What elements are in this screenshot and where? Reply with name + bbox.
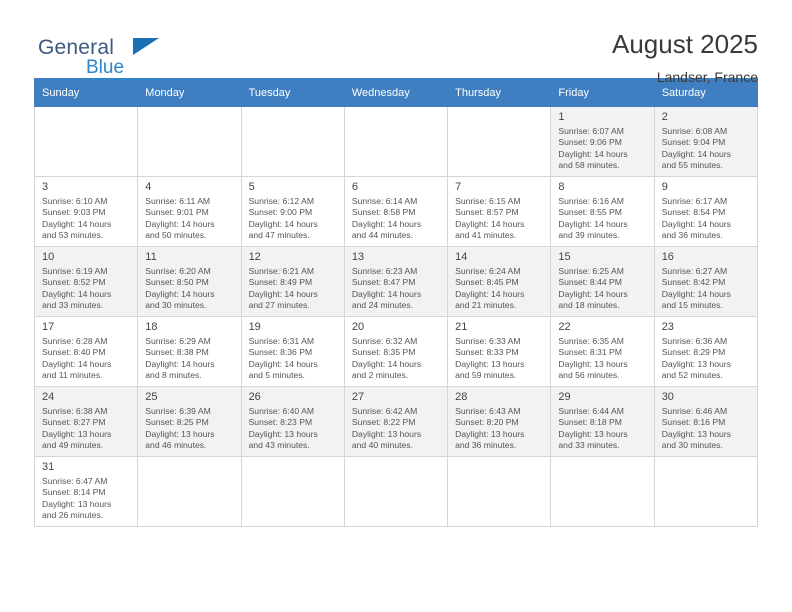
day-info-line: Daylight: 14 hours	[351, 218, 422, 229]
day-info-line: Daylight: 13 hours	[248, 428, 318, 439]
calendar-day-cell[interactable]	[35, 457, 138, 527]
calendar-day-cell[interactable]	[551, 177, 654, 247]
day-info-line: Sunset: 8:58 PM	[351, 207, 416, 218]
calendar-day-cell[interactable]	[35, 177, 138, 247]
day-info-line: Sunset: 9:03 PM	[42, 207, 106, 218]
day-sun-info	[42, 476, 131, 521]
day-info-line: Sunrise: 6:42 AM	[351, 406, 418, 416]
page-title: August 2025	[611, 29, 758, 59]
calendar-day-cell[interactable]	[654, 247, 757, 317]
flag-icon	[133, 38, 159, 55]
calendar-week-row	[35, 247, 758, 317]
day-info-line: Sunset: 8:25 PM	[145, 417, 209, 428]
day-info-line: Sunset: 8:20 PM	[455, 417, 519, 428]
day-info-line: Sunset: 8:31 PM	[558, 347, 622, 358]
day-number: 26	[248, 391, 261, 403]
day-info-line: Sunset: 8:35 PM	[351, 347, 416, 358]
day-info-line: Daylight: 14 hours	[145, 358, 215, 369]
day-info-line: Sunset: 8:47 PM	[351, 277, 416, 288]
day-info-line: Sunrise: 6:29 AM	[145, 336, 211, 346]
day-sun-info	[662, 126, 751, 171]
day-info-line: and 49 minutes.	[42, 439, 104, 450]
day-info-line: Sunset: 8:55 PM	[558, 207, 622, 218]
day-number: 15	[558, 251, 571, 263]
day-info-line: and 40 minutes.	[351, 439, 413, 450]
day-number: 18	[145, 321, 158, 333]
calendar-day-cell[interactable]	[654, 177, 757, 247]
day-info-line: Sunset: 9:00 PM	[248, 207, 313, 218]
calendar-day-cell[interactable]	[551, 247, 654, 317]
day-number: 12	[248, 251, 261, 263]
weekday-header-wednesday: Wednesday	[344, 79, 447, 107]
calendar-empty-cell	[448, 107, 551, 177]
calendar-day-cell[interactable]	[35, 387, 138, 457]
day-sun-info	[662, 196, 751, 241]
day-info-line: Daylight: 13 hours	[42, 428, 112, 439]
day-info-line: Sunset: 8:57 PM	[455, 207, 519, 218]
day-info-line: and 56 minutes.	[558, 369, 620, 380]
day-info-line: Sunrise: 6:24 AM	[455, 266, 521, 276]
day-info-line: Sunrise: 6:20 AM	[145, 266, 211, 276]
calendar-body	[35, 107, 758, 527]
day-sun-info	[558, 406, 647, 451]
day-number: 22	[558, 321, 571, 333]
day-number: 5	[248, 181, 255, 193]
calendar-day-cell[interactable]	[241, 387, 344, 457]
day-info-line: Sunset: 8:36 PM	[248, 347, 313, 358]
calendar-day-cell[interactable]	[551, 387, 654, 457]
day-number: 13	[351, 251, 365, 263]
day-info-line: Daylight: 14 hours	[558, 218, 628, 229]
calendar-empty-cell	[551, 457, 654, 527]
day-number: 10	[42, 251, 55, 263]
day-info-line: Sunrise: 6:07 AM	[558, 126, 624, 136]
day-info-line: Sunrise: 6:21 AM	[248, 266, 315, 276]
day-number: 25	[145, 391, 158, 403]
day-info-line: Sunset: 9:04 PM	[661, 137, 726, 148]
calendar-day-cell[interactable]	[551, 317, 654, 387]
day-number: 29	[558, 391, 571, 403]
day-info-line: Sunset: 8:40 PM	[42, 347, 106, 358]
weekday-header-saturday: Saturday	[654, 79, 757, 107]
logo-text-general: General	[38, 36, 115, 59]
day-sun-info	[145, 336, 234, 381]
day-info-line: Sunset: 9:06 PM	[558, 137, 622, 148]
day-number: 14	[455, 251, 468, 263]
day-sun-info	[455, 336, 544, 381]
calendar-day-cell[interactable]	[138, 247, 241, 317]
day-info-line: Sunset: 8:52 PM	[42, 277, 106, 288]
day-sun-info	[145, 196, 234, 241]
day-info-line: Daylight: 14 hours	[248, 358, 318, 369]
day-sun-info	[558, 336, 647, 381]
day-info-line: and 46 minutes.	[145, 439, 207, 450]
day-info-line: and 5 minutes.	[248, 369, 305, 380]
day-info-line: and 47 minutes.	[248, 229, 310, 240]
day-number: 11	[145, 251, 157, 263]
calendar-day-cell[interactable]	[448, 317, 551, 387]
day-number: 9	[661, 181, 668, 193]
day-sun-info	[249, 266, 338, 311]
day-info-line: Sunrise: 6:33 AM	[455, 336, 521, 346]
weekday-header-monday: Monday	[138, 79, 241, 107]
day-info-line: Sunset: 9:01 PM	[145, 207, 209, 218]
day-info-line: and 58 minutes.	[558, 159, 620, 170]
day-info-line: Sunrise: 6:28 AM	[42, 336, 108, 346]
day-info-line: and 21 minutes.	[455, 299, 517, 310]
day-number: 2	[661, 111, 668, 123]
day-sun-info	[352, 266, 441, 311]
calendar-week-row	[35, 317, 758, 387]
calendar-empty-cell	[654, 457, 757, 527]
calendar-day-cell[interactable]	[654, 317, 757, 387]
day-number: 8	[558, 181, 565, 193]
day-info-line: Sunrise: 6:19 AM	[42, 266, 108, 276]
day-info-line: Sunset: 8:54 PM	[661, 207, 726, 218]
day-info-line: Sunrise: 6:47 AM	[42, 476, 108, 486]
day-info-line: and 55 minutes.	[661, 159, 723, 170]
day-number: 31	[42, 461, 55, 473]
day-info-line: Sunrise: 6:10 AM	[42, 196, 108, 206]
weekday-header-friday: Friday	[551, 79, 654, 107]
day-info-line: Sunset: 8:16 PM	[661, 417, 726, 428]
day-info-line: and 36 minutes.	[455, 439, 517, 450]
day-number: 20	[351, 321, 365, 333]
day-info-line: Sunset: 8:42 PM	[661, 277, 726, 288]
calendar-table	[34, 78, 758, 527]
day-info-line: Daylight: 13 hours	[661, 428, 731, 439]
day-sun-info	[42, 336, 131, 381]
day-number: 3	[42, 181, 49, 193]
day-info-line: Daylight: 14 hours	[248, 288, 318, 299]
day-info-line: Sunrise: 6:25 AM	[558, 266, 624, 276]
day-info-line: and 24 minutes.	[351, 299, 413, 310]
weekday-header-tuesday: Tuesday	[241, 79, 344, 107]
day-number: 23	[661, 321, 674, 333]
day-info-line: Daylight: 13 hours	[661, 358, 731, 369]
logo-underline	[84, 78, 160, 80]
day-info-line: and 50 minutes.	[145, 229, 207, 240]
day-info-line: Daylight: 14 hours	[351, 358, 422, 369]
day-info-line: and 52 minutes.	[661, 369, 723, 380]
day-sun-info	[145, 266, 234, 311]
day-sun-info	[249, 336, 338, 381]
calendar-day-cell[interactable]	[35, 317, 138, 387]
calendar-day-cell[interactable]	[551, 107, 654, 177]
day-number: 17	[42, 321, 55, 333]
calendar-empty-cell	[138, 457, 241, 527]
day-info-line: Daylight: 14 hours	[455, 218, 525, 229]
day-info-line: Sunrise: 6:36 AM	[661, 336, 728, 346]
calendar-empty-cell	[344, 107, 447, 177]
day-number: 7	[455, 181, 462, 193]
day-sun-info	[455, 266, 544, 311]
weekday-header-sunday: Sunday	[35, 79, 138, 107]
day-info-line: Daylight: 14 hours	[455, 288, 525, 299]
day-info-line: Daylight: 14 hours	[351, 288, 422, 299]
day-info-line: Sunrise: 6:11 AM	[145, 196, 211, 206]
day-number: 6	[351, 181, 358, 193]
day-info-line: Sunset: 8:49 PM	[248, 277, 313, 288]
day-sun-info	[42, 406, 131, 451]
day-info-line: Daylight: 14 hours	[558, 148, 628, 159]
day-sun-info	[42, 266, 131, 311]
day-info-line: Sunset: 8:45 PM	[455, 277, 519, 288]
calendar-day-cell[interactable]	[654, 387, 757, 457]
calendar-day-cell[interactable]	[35, 247, 138, 317]
day-number: 1	[558, 111, 565, 123]
day-info-line: Sunset: 8:44 PM	[558, 277, 622, 288]
calendar-empty-cell	[344, 457, 447, 527]
day-sun-info	[558, 126, 647, 171]
day-info-line: and 15 minutes.	[661, 299, 723, 310]
day-info-line: Sunrise: 6:35 AM	[558, 336, 624, 346]
day-info-line: and 44 minutes.	[351, 229, 413, 240]
calendar-day-cell[interactable]	[654, 107, 757, 177]
calendar-day-cell[interactable]	[344, 177, 447, 247]
day-sun-info	[352, 336, 441, 381]
day-info-line: Daylight: 13 hours	[455, 428, 525, 439]
day-number: 24	[42, 391, 55, 403]
day-sun-info	[352, 406, 441, 451]
day-info-line: Daylight: 13 hours	[558, 428, 628, 439]
calendar-empty-cell	[35, 107, 138, 177]
calendar-day-cell[interactable]	[138, 387, 241, 457]
day-number: 27	[351, 391, 365, 403]
calendar-week-row	[35, 177, 758, 247]
day-info-line: Sunrise: 6:27 AM	[661, 266, 728, 276]
calendar-day-cell[interactable]	[241, 247, 344, 317]
day-info-line: Sunrise: 6:44 AM	[558, 406, 624, 416]
day-info-line: Daylight: 14 hours	[145, 218, 215, 229]
day-info-line: and 33 minutes.	[42, 299, 104, 310]
day-info-line: Sunset: 8:38 PM	[145, 347, 209, 358]
day-info-line: Sunset: 8:18 PM	[558, 417, 622, 428]
calendar-empty-cell	[241, 107, 344, 177]
day-info-line: Daylight: 14 hours	[661, 288, 731, 299]
day-info-line: Daylight: 14 hours	[248, 218, 318, 229]
day-info-line: Daylight: 14 hours	[145, 288, 215, 299]
day-info-line: Sunrise: 6:16 AM	[558, 196, 624, 206]
day-info-line: Daylight: 14 hours	[661, 148, 731, 159]
day-info-line: and 30 minutes.	[145, 299, 207, 310]
day-info-line: Daylight: 13 hours	[558, 358, 628, 369]
day-info-line: and 33 minutes.	[558, 439, 620, 450]
day-info-line: and 18 minutes.	[558, 299, 620, 310]
day-sun-info	[662, 266, 751, 311]
day-info-line: Sunset: 8:27 PM	[42, 417, 106, 428]
day-info-line: Daylight: 13 hours	[351, 428, 422, 439]
day-info-line: Sunset: 8:14 PM	[42, 487, 106, 498]
day-info-line: Sunset: 8:50 PM	[145, 277, 209, 288]
day-info-line: Daylight: 14 hours	[661, 218, 731, 229]
day-info-line: Sunset: 8:29 PM	[661, 347, 726, 358]
day-sun-info	[249, 406, 338, 451]
day-number: 30	[661, 391, 674, 403]
calendar-empty-cell	[448, 457, 551, 527]
day-number: 28	[455, 391, 468, 403]
page-subtitle: Landser, France	[656, 69, 758, 85]
day-info-line: Daylight: 13 hours	[455, 358, 525, 369]
day-number: 19	[248, 321, 261, 333]
calendar-day-cell[interactable]	[138, 317, 241, 387]
weekday-header-thursday: Thursday	[448, 79, 551, 107]
day-sun-info	[352, 196, 441, 241]
day-sun-info	[455, 406, 544, 451]
day-sun-info	[662, 406, 751, 451]
calendar-day-cell[interactable]	[241, 317, 344, 387]
calendar-week-row	[35, 457, 758, 527]
day-info-line: Sunset: 8:23 PM	[248, 417, 313, 428]
day-info-line: Sunrise: 6:39 AM	[145, 406, 211, 416]
page-header	[34, 0, 758, 85]
day-info-line: Sunrise: 6:32 AM	[351, 336, 418, 346]
day-info-line: Sunrise: 6:17 AM	[661, 196, 728, 206]
day-info-line: Sunrise: 6:46 AM	[661, 406, 728, 416]
day-info-line: and 2 minutes.	[351, 369, 409, 380]
day-info-line: Daylight: 13 hours	[42, 498, 112, 509]
day-info-line: Sunrise: 6:15 AM	[455, 196, 521, 206]
day-info-line: and 11 minutes.	[42, 369, 103, 380]
calendar-week-row	[35, 107, 758, 177]
day-sun-info	[558, 196, 647, 241]
day-info-line: Daylight: 14 hours	[42, 288, 112, 299]
calendar-day-cell[interactable]	[344, 317, 447, 387]
day-info-line: Daylight: 14 hours	[42, 218, 112, 229]
day-sun-info	[558, 266, 647, 311]
day-sun-info	[249, 196, 338, 241]
day-info-line: and 8 minutes.	[145, 369, 202, 380]
day-info-line: and 53 minutes.	[42, 229, 104, 240]
calendar-day-cell[interactable]	[241, 177, 344, 247]
day-info-line: Daylight: 14 hours	[558, 288, 628, 299]
day-info-line: and 59 minutes.	[455, 369, 517, 380]
calendar-day-cell[interactable]	[138, 177, 241, 247]
day-number: 21	[455, 321, 468, 333]
day-info-line: Sunrise: 6:38 AM	[42, 406, 108, 416]
day-info-line: Sunrise: 6:23 AM	[351, 266, 418, 276]
day-sun-info	[662, 336, 751, 381]
day-info-line: Sunset: 8:22 PM	[351, 417, 416, 428]
day-info-line: Sunrise: 6:31 AM	[248, 336, 315, 346]
day-info-line: Daylight: 13 hours	[145, 428, 215, 439]
day-info-line: and 27 minutes.	[248, 299, 310, 310]
calendar-day-cell[interactable]	[344, 247, 447, 317]
day-sun-info	[455, 196, 544, 241]
day-info-line: Sunrise: 6:08 AM	[661, 126, 728, 136]
day-number: 4	[145, 181, 152, 193]
day-info-line: Daylight: 14 hours	[42, 358, 112, 369]
calendar-day-cell[interactable]	[448, 387, 551, 457]
calendar-empty-cell	[138, 107, 241, 177]
calendar-week-row	[35, 387, 758, 457]
title-block	[612, 26, 758, 85]
day-sun-info	[145, 406, 234, 451]
calendar-empty-cell	[241, 457, 344, 527]
day-info-line: and 39 minutes.	[558, 229, 620, 240]
day-info-line: Sunrise: 6:43 AM	[455, 406, 521, 416]
calendar-day-cell[interactable]	[448, 247, 551, 317]
day-info-line: and 26 minutes.	[42, 509, 104, 520]
day-sun-info	[42, 196, 131, 241]
day-number: 16	[661, 251, 674, 263]
logo-text-blue: Blue	[86, 57, 125, 78]
day-info-line: and 30 minutes.	[661, 439, 723, 450]
day-info-line: Sunset: 8:33 PM	[455, 347, 519, 358]
calendar-day-cell[interactable]	[448, 177, 551, 247]
day-info-line: and 36 minutes.	[661, 229, 723, 240]
day-info-line: Sunrise: 6:14 AM	[351, 196, 418, 206]
calendar-day-cell[interactable]	[344, 387, 447, 457]
day-info-line: Sunrise: 6:12 AM	[248, 196, 315, 206]
day-info-line: Sunrise: 6:40 AM	[248, 406, 315, 416]
general-blue-logo	[34, 26, 214, 78]
day-info-line: and 41 minutes.	[455, 229, 517, 240]
day-info-line: and 43 minutes.	[248, 439, 310, 450]
